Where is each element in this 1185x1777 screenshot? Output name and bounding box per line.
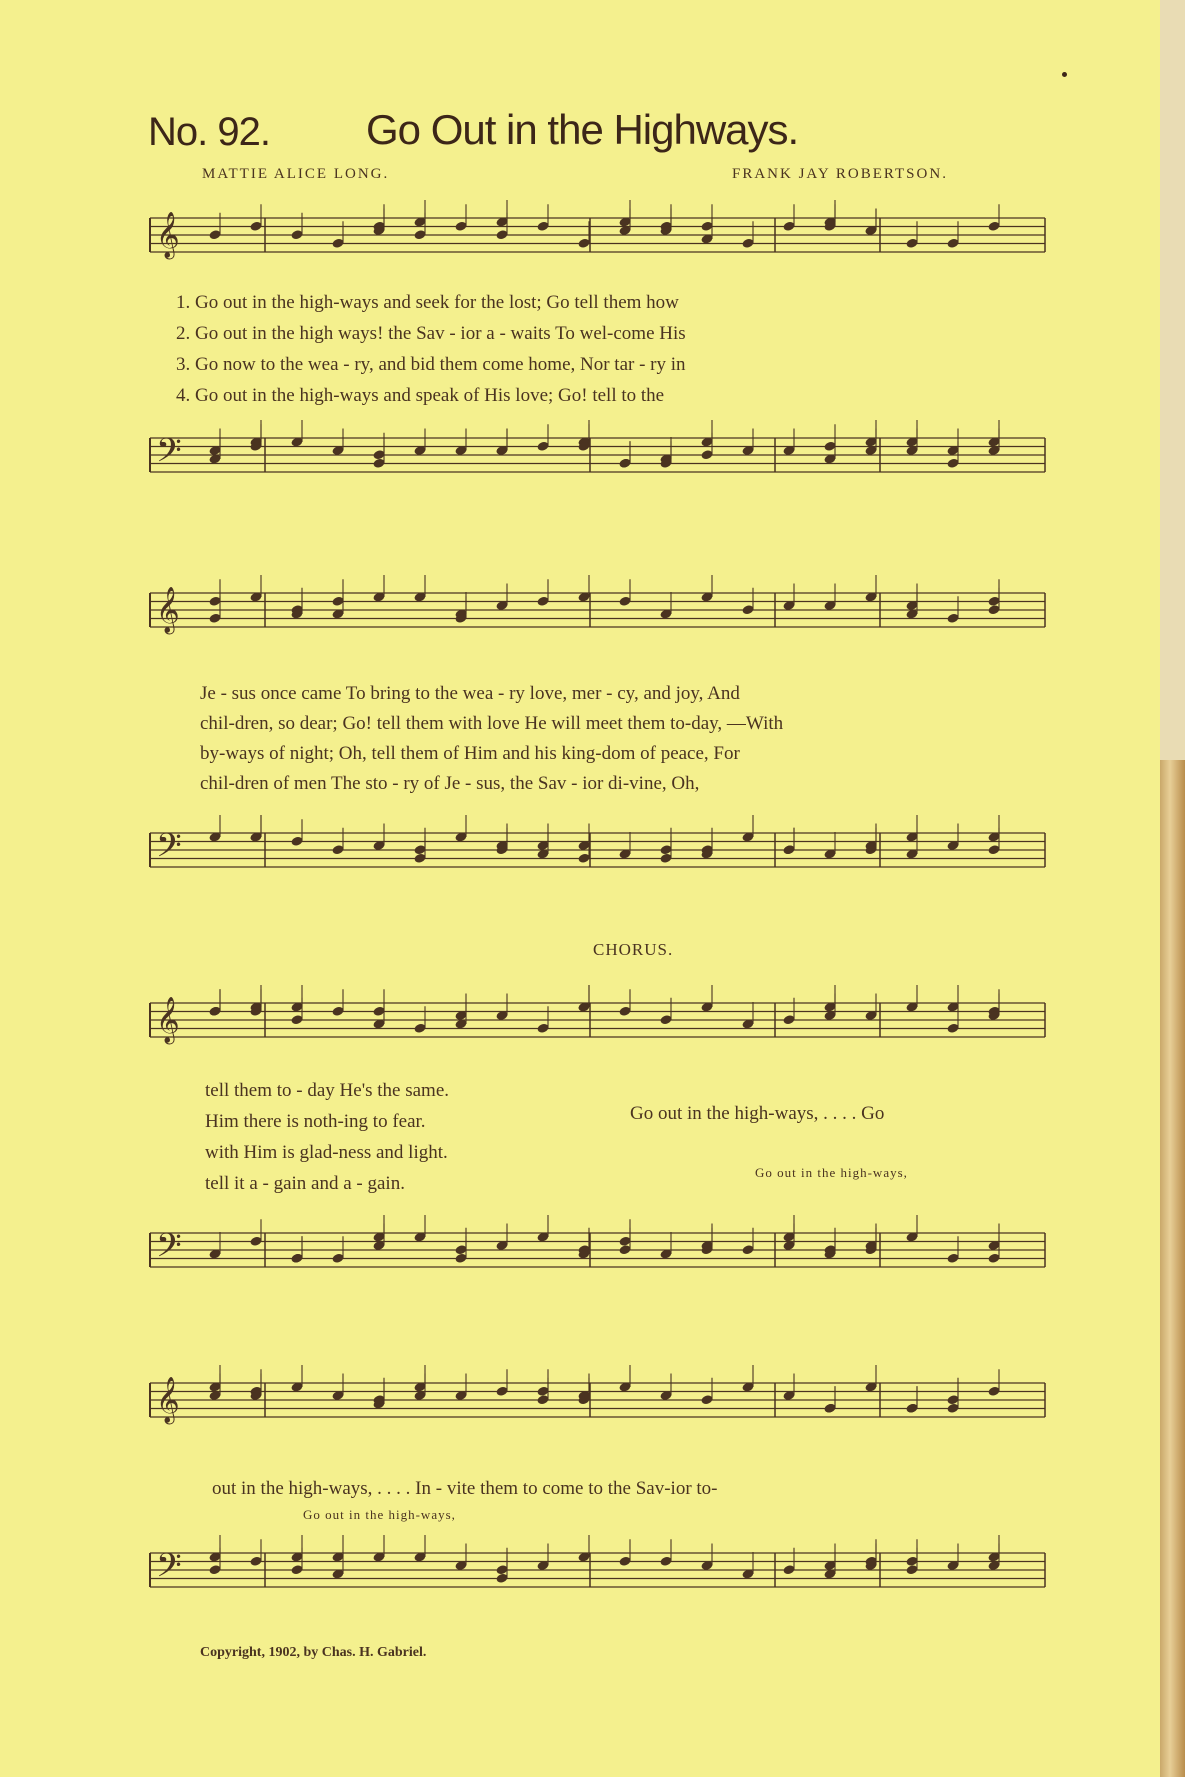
treble-staff-system-2 [0, 575, 1060, 655]
hymn-number: No. 92. [148, 110, 270, 154]
lyric-s1-v3: 3. Go now to the wea - ry, and bid them come home, Nor tar - ry in [176, 354, 686, 375]
lyric-s1-v4: 4. Go out in the high-ways and speak of His love; Go! tell to the [176, 385, 665, 406]
lyric-s3-v4: tell it a - gain and a - gain. [205, 1173, 405, 1194]
svg-text:𝄞: 𝄞 [156, 587, 180, 633]
svg-text:𝄢: 𝄢 [156, 1227, 182, 1273]
chorus-label: CHORUS. [593, 940, 674, 959]
treble-staff-system-3 [0, 985, 1060, 1065]
lyric-s1-v1: 1. Go out in the high-ways and seek for the lost; Go tell them how [176, 292, 679, 313]
lyric-s3-v1: tell them to - day He's the same. [205, 1080, 450, 1101]
lyric-s3-v3: with Him is glad-ness and light. [205, 1142, 448, 1163]
svg-text:𝄞: 𝄞 [156, 997, 180, 1043]
lyric-s3-v2: Him there is noth-ing to fear. [205, 1111, 426, 1132]
copyright-notice: Copyright, 1902, by Chas. H. Gabriel. [200, 1645, 427, 1660]
lyric-s2-v1: Je - sus once came To bring to the wea - ry love, mer - cy, and joy, And [200, 683, 740, 704]
ink-dot [1062, 72, 1067, 77]
bass-staff-system-3 [0, 1215, 1060, 1295]
svg-text:𝄢: 𝄢 [156, 1547, 182, 1593]
hymn-title: Go Out in the Highways. [366, 106, 799, 153]
page-edge [1160, 760, 1185, 1777]
svg-text:𝄢: 𝄢 [156, 432, 182, 478]
lyric-s2-v3: by-ways of night; Oh, tell them of Him and his king-dom of peace, For [200, 743, 740, 764]
lyric-s4-v1: out in the high-ways, . . . . In - vite them to come to the Sav-ior to- [212, 1478, 718, 1499]
lyric-s2-v2: chil-dren, so dear; Go! tell them with love He will meet them to-day, —With [200, 713, 784, 734]
lyric-s2-v4: chil-dren of men The sto - ry of Je - sus, the Sav - ior di-vine, Oh, [200, 773, 700, 794]
bass-staff-system-1 [0, 420, 1060, 500]
svg-text:𝄞: 𝄞 [156, 1377, 180, 1423]
composer-credit: FRANK JAY ROBERTSON. [732, 166, 948, 182]
svg-text:𝄢: 𝄢 [156, 827, 182, 873]
treble-staff-system-1 [0, 200, 1060, 280]
chorus-echo-2: Go out in the high-ways, [303, 1507, 456, 1522]
chorus-echo: Go out in the high-ways, [755, 1165, 908, 1180]
bass-staff-system-4 [0, 1535, 1060, 1615]
author-credit: MATTIE ALICE LONG. [202, 166, 390, 182]
bass-staff-system-2 [0, 815, 1060, 895]
svg-text:𝄞: 𝄞 [156, 212, 180, 258]
chorus-lyric: Go out in the high-ways, . . . . Go [630, 1103, 885, 1124]
treble-staff-system-4 [0, 1365, 1060, 1445]
lyric-s1-v2: 2. Go out in the high ways! the Sav - ior a - waits To wel-come His [176, 323, 686, 344]
